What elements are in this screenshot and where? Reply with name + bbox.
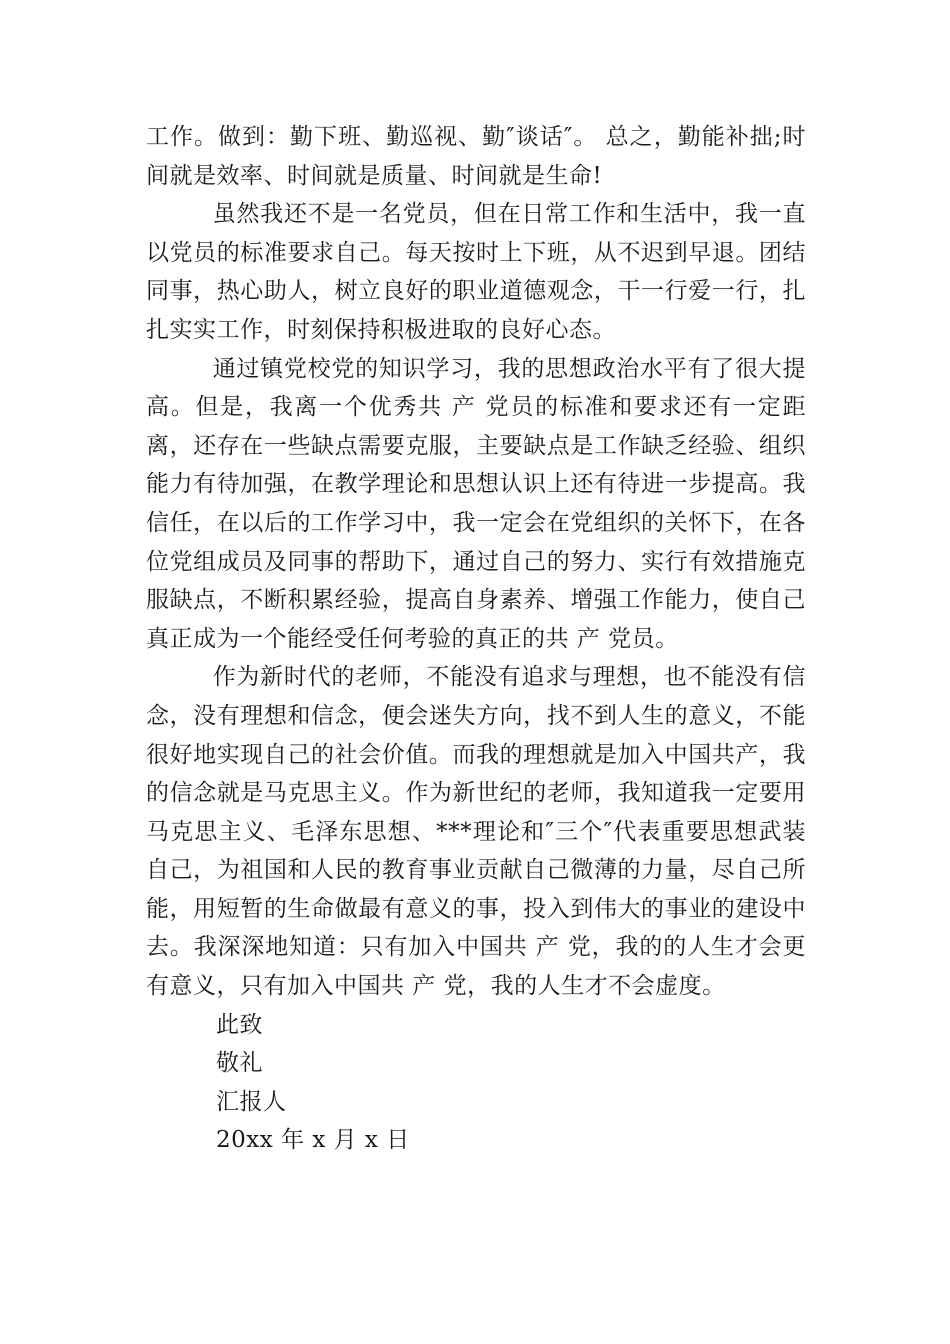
closing-regards: 敬礼 [216, 1050, 263, 1077]
closing-salutation: 此致 [216, 1011, 263, 1038]
paragraph-study-shortcomings: 通过镇党校党的知识学习，我的思想政治水平有了很大提高。但是，我离一个优秀共 产 党员的标准和要求还有一定距离，还存在一些缺点需要克服，主要缺点是工作缺乏经验、组织能力有待加强，在教学理论和思想认识上还有待进一步提高。我信任，在以后的工作学习中，我一定会在党组织的关怀下，在各位党组成员及同事的帮助下，通过自己的努力、实行有效措施克服缺点，不断积累经验，提高自身素养、增强工作能力，使自己真正成为一个能经受任何考验的真正的共 产 党员。 [146, 355, 806, 652]
closing-date: 20xx 年 x 月 x 日 [216, 1127, 410, 1154]
paragraph-continuation: 工作。做到：勤下班、勤巡视、勤″谈话″。 总之，勤能补拙;时间就是效率、时间就是质量、时间就是生命! [146, 124, 806, 189]
paragraph-self-discipline: 虽然我还不是一名党员，但在日常工作和生活中，我一直以党员的标准要求自己。每天按时上下班，从不迟到早退。团结同事，热心助人，树立良好的职业道德观念，干一行爱一行，扎扎实实工作，时刻保持积极进取的良好心态。 [146, 201, 806, 343]
paragraph-ideals: 作为新时代的老师，不能没有追求与理想，也不能没有信念，没有理想和信念，便会迷失方向，找不到人生的意义，不能很好地实现自己的社会价值。而我的理想就是加入中国共产，我的信念就是马克思主义。作为新世纪的老师，我知道我一定要用马克思主义、毛泽东思想、***理论和″三个″代表重要思想武装自己，为祖国和人民的教育事业贡献自己微薄的力量，尽自己所能，用短暂的生命做最有意义的事，投入到伟大的事业的建设中去。我深深地知道：只有加入中国共 产 党，我的的人生才会更有意义，只有加入中国共 产 党，我的人生才不会虚度。 [146, 664, 806, 1000]
report-body [146, 118, 806, 1160]
closing-reporter: 汇报人 [216, 1088, 287, 1115]
